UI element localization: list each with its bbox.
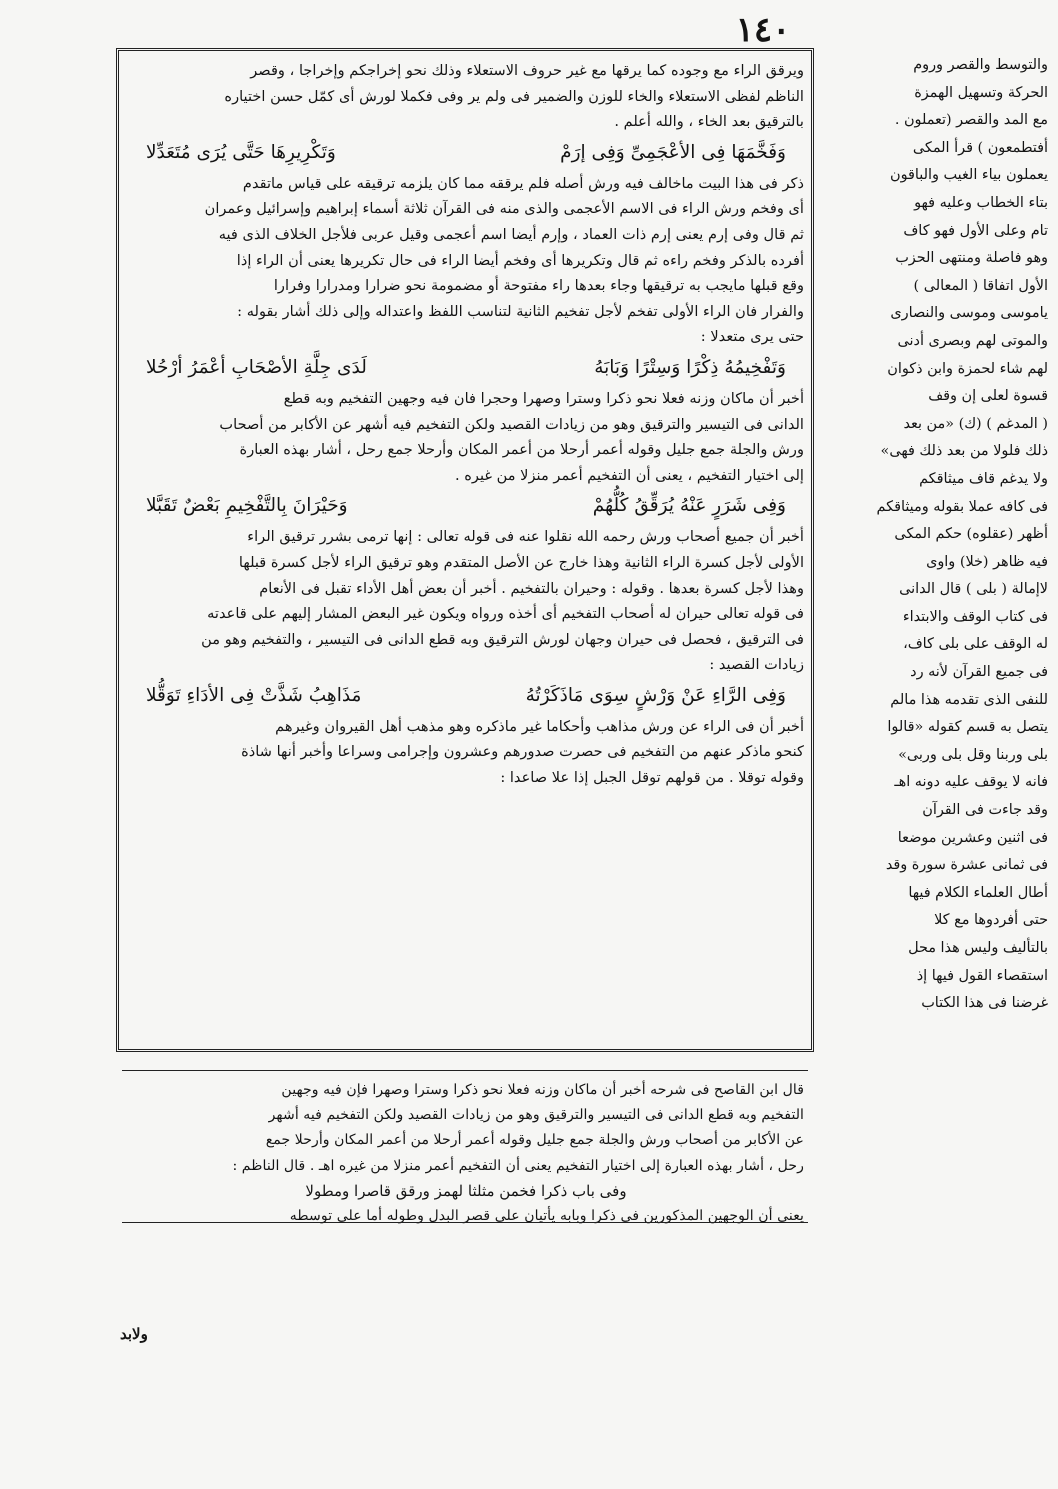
- margin-line: أفتطمعون ) قرأ المكى: [912, 139, 1048, 156]
- verse-hemistich-first: وَفِى الرَّاءِ عَنْ وَرْشٍ سِوَى مَاذَكَرْتُهُ: [525, 684, 786, 706]
- margin-line: ياموسى وموسى والنصارى: [890, 305, 1048, 322]
- text-line: أفرده بالذكر وفخم راءه ثم قال وتكريرها أى وفخم أيضا الراء فى حال تكريرها يعنى أن الراء إذا: [236, 251, 804, 269]
- text-line: أخبر أن جميع أصحاب ورش رحمه الله نقلوا عنه فى قوله تعالى : إنها ترمى بشرر ترقيق الراء: [247, 528, 804, 546]
- text-line: حتى يرى متعدلا :: [700, 328, 804, 346]
- margin-line: الأول اتفاقا ( المعالى ): [913, 277, 1048, 294]
- main-text-block: [128, 58, 804, 1080]
- text-line: زيادات القصيد :: [709, 656, 804, 674]
- verse-hemistich-first: وَفَخَّمَهَا فِى الأعْجَمِىِّ وَفِى إرَمْ: [560, 141, 786, 163]
- footnote-line: قال ابن القاصح فى شرحه أخبر أن ماكان وزنه فعلا نحو ذكرا وسترا وصهرا فإن فيه وجهين: [281, 1082, 804, 1098]
- verse-hemistich-second: وَحَيْرَانَ بِالتَّفْخِيمِ بَعْضٌ تَقَبَّلا: [146, 495, 348, 517]
- verse-4: [128, 678, 804, 714]
- text-line: وهذا لأجل كسرة بعدها . وقوله : وحيران بالتفخيم . أخبر أن بعض أهل الأداء تقبل فى الأنعام: [259, 579, 804, 597]
- verse-hemistich-first: وَتَفْخِيمُهُ ذِكْرًا وَسِتْرًا وَبَابَهُ: [594, 356, 786, 378]
- margin-line: استقصاء القول فيها إذ: [916, 967, 1048, 984]
- margin-line: تام وعلى الأول فهو كاف: [903, 222, 1048, 239]
- text-line: ورش والجلة جمع جليل وقوله أعمر أرحلا من أعمر المكان وأرحلا جمع رحل ، أشار بهذه العبارة: [239, 441, 804, 459]
- text-line: وقع قبلها مايجب به ترقيقها وجاء بعدها راء مفتوحة أو مضمومة نحو ضرارا ومدرارا وفرارا: [273, 277, 804, 295]
- margin-line: بلى وربنا وقل بلى وربى»: [898, 746, 1048, 763]
- text-line: الأولى لأجل كسرة الراء الثانية وهذا خارج عن الأصل المتقدم وهو ترقيق الراء لأجل كسرة قبلها: [238, 553, 804, 571]
- verse-hemistich-first: وَفِى شَرَرٍ عَنْهُ يُرَقِّقُ كُلُّهُمْ: [592, 495, 786, 517]
- margin-line: بالتأليف وليس هذا محل: [908, 940, 1048, 956]
- text-line: وقوله توقلا . من قولهم توقل الجبل إذا علا صاعدا :: [500, 769, 804, 787]
- footnote-line: يعنى أن الوجهين المذكورين فى ذكرا وبابه يأتيان على قصر البدل وطوله أما على توسطه: [289, 1208, 804, 1225]
- text-line: فى قوله تعالى حيران له أصحاب التفخيم أى أخذه ورواه ويكون غير البعض المشار إليهم على قاعدته: [207, 605, 804, 623]
- footnote-block: [128, 1078, 804, 1225]
- verse-hemistich-second: لَدَى جِلَّةِ الأصْحَابِ أعْمَرُ أرْحُلا: [146, 356, 367, 378]
- page-number: ١٤٠: [735, 10, 791, 50]
- margin-line: ذلك فلولا من بعد ذلك فهى»: [880, 443, 1048, 460]
- footnote-divider: [122, 1070, 808, 1071]
- margin-line: حتى أفردوها مع كلا: [934, 912, 1048, 929]
- margin-line: للنفى الذى تقدمه هذا مالم: [890, 691, 1048, 708]
- margin-line: الحركة وتسهيل الهمزة: [914, 84, 1048, 101]
- text-line: ذكر فى هذا البيت ماخالف فيه ورش أصله فلم يرققه مما كان يلزمه ترقيقه على قياس ماتقدم: [242, 174, 804, 192]
- text-line: إلى اختيار التفخيم ، يعنى أن التفخيم أعمر منزلا من غيره .: [454, 466, 804, 484]
- margin-line: أظهر (عقلوه) حكم المكى: [894, 526, 1048, 543]
- margin-line: بتاء الخطاب وعليه فهو: [914, 194, 1048, 211]
- margin-line: لهم شاء لحمزة وابن ذكوان: [887, 360, 1048, 377]
- margin-line: وهو فاصلة ومنتهى الحزب: [895, 250, 1048, 267]
- margin-line: غرضنا فى هذا الكتاب: [921, 995, 1048, 1012]
- catchword: ولابد: [120, 1325, 148, 1343]
- text-line: فى الترقيق ، فحصل فى حيران وجهان لورش الترقيق وبه قطع الدانى فى التيسير ، والتفخيم وهو من: [201, 630, 804, 648]
- margin-line: فى ثمانى عشرة سورة وقد: [885, 857, 1048, 874]
- margin-line: يتصل به قسم كقوله «قالوا: [887, 719, 1048, 736]
- margin-line: والتوسط والقصر وروم: [913, 57, 1048, 73]
- margin-line: قسوة لعلى إن وقف: [928, 388, 1048, 405]
- margin-line: فانه لا يوقف عليه دونه اهـ: [894, 774, 1048, 791]
- margin-line: فى اثنين وعشرين موضعا: [897, 829, 1048, 846]
- text-line: ويرقق الراء مع وجوده كما يرقها مع غير حروف الاستعلاء وذلك نحو إخراجكم وإخراجا ، وقصر: [250, 62, 804, 79]
- footnote-line: عن الأكابر من أصحاب ورش والجلة جمع جليل وقوله أعمر أرحلا من أعمر المكان وأرحلا جمع: [265, 1132, 804, 1149]
- verse-3: [128, 488, 804, 524]
- margin-line: لاإمالة ( بلى ) قال الدانى: [899, 581, 1048, 598]
- margin-line: والموتى لهم وبصرى أدنى: [897, 332, 1048, 349]
- verse-1: [128, 135, 804, 171]
- text-line: أى وفخم ورش الراء فى الاسم الأعجمى والذى منه فى القرآن ثلاثة أسماء إبراهيم وإسرائيل وعمران: [204, 200, 804, 218]
- margin-line: مع المد والقصر (تعملون .: [894, 112, 1048, 129]
- margin-line: فيه ظاهر (خلا) واوى: [926, 553, 1048, 570]
- margin-line: ولا يدغم قاف ميثاقكم: [919, 470, 1048, 487]
- verse-2: [128, 350, 804, 386]
- text-line: الناظم لفظى الاستعلاء والخاء للوزن والضمير فى ولم ير وفى فكملا لورش أى كمّل حسن اختياره: [224, 87, 804, 105]
- bottom-border: [122, 1222, 808, 1223]
- text-line: والفرار فان الراء الأولى تفخم لأجل تفخيم الثانية لتناسب اللفظ واعتداله وإلى ذلك أشار بقوله :: [237, 302, 804, 320]
- text-line: ثم قال وفى إرم يعنى إرم ذات العماد ، وإرم أيضا اسم أعجمى وقيل عربى فلأجل الخلاف الذى فيه: [218, 225, 804, 243]
- footnote-line: رحل ، أشار بهذه العبارة إلى اختيار التفخيم يعنى أن التفخيم أعمر منزلا من غيره اهـ . قال الناظم :: [232, 1157, 804, 1174]
- margin-line: فى جميع القرآن لأنه رد: [910, 664, 1048, 681]
- text-line: أخبر أن فى الراء عن ورش مذاهب وأحكاما غير ماذكره وهو مذهب أهل القيروان وغيرهم: [275, 717, 804, 735]
- margin-commentary: [822, 52, 1048, 1312]
- footnote-line: التفخيم وبه قطع الدانى فى التيسير والترقيق وهو من زيادات القصيد ولكن التفخيم فيه أشهر: [268, 1107, 804, 1124]
- margin-line: أطال العلماء الكلام فيها: [908, 884, 1048, 901]
- verse-hemistich-second: مَذَاهِبُ شَذَّتْ فِى الأدَاءِ تَوَقُّلا: [146, 684, 362, 706]
- margin-line: فى كافه عملا بقوله وميثاقكم: [876, 498, 1048, 515]
- margin-line: ( المدغم ) (ك) «من بعد: [903, 415, 1048, 432]
- margin-line: فى كتاب الوقف والابتداء: [902, 608, 1048, 625]
- text-line: بالترقيق بعد الخاء ، والله أعلم .: [614, 113, 804, 131]
- text-line: أخبر أن ماكان وزنه فعلا نحو ذكرا وسترا وصهرا وحجرا فان فيه وجهين التفخيم وبه قطع: [283, 389, 804, 407]
- verse-hemistich-second: وَتَكْرِيرِهَا حَتَّى يُرَى مُتَعَدِّلا: [146, 141, 336, 163]
- text-line: الدانى فى التيسير والترقيق وهو من زيادات القصيد ولكن التفخيم فيه أشهر عن الأكابر من أصحاب: [219, 415, 804, 433]
- footnote-verse: وفى باب ذكرا فخمن مثلثا لهمز ورقق قاصرا ومطولا: [305, 1181, 627, 1200]
- margin-line: يعملون بياء الغيب والباقون: [890, 167, 1048, 184]
- margin-line: له الوقف على بلى كاف،: [903, 636, 1048, 653]
- margin-line: وقد جاءت فى القرآن: [922, 802, 1048, 819]
- text-line: كنحو ماذكر عنهم من التفخيم فى حصرت صدورهم وعشرون وإجرامى وسراعا وأخبر أنها شاذة: [241, 743, 804, 761]
